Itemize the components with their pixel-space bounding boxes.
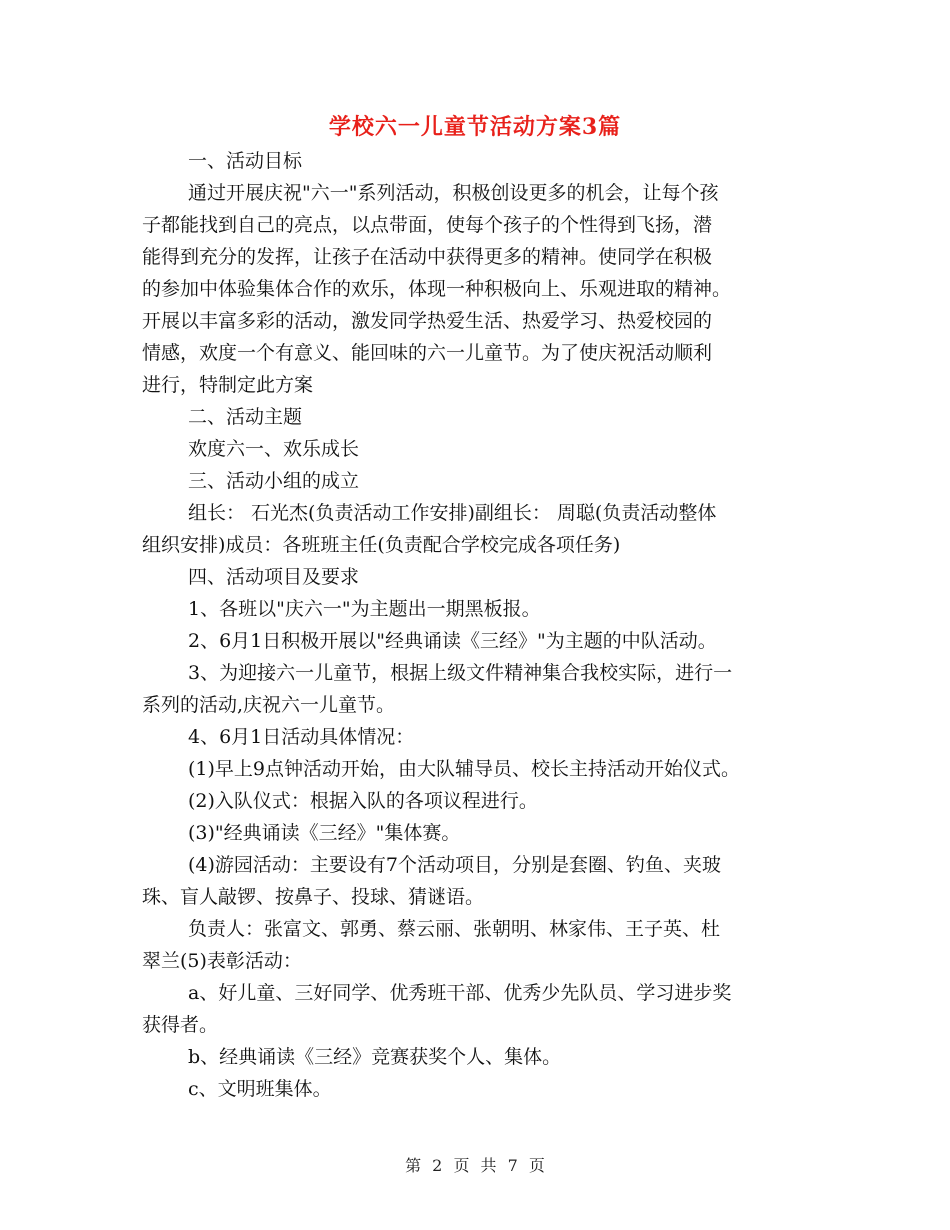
list-item: 1、各班以"庆六一"为主题出一期黑板报。 bbox=[188, 598, 541, 620]
list-item: b、经典诵读《三经》竞赛获奖个人、集体。 bbox=[188, 1046, 562, 1068]
paragraph-line: 进行，特制定此方案 bbox=[142, 374, 314, 396]
paragraph-line: 的参加中体验集体合作的欢乐，体现一种积极向上、乐观进取的精神。 bbox=[142, 278, 732, 300]
list-item: 系列的活动,庆祝六一儿童节。 bbox=[142, 694, 396, 716]
list-item: (3)"经典诵读《三经》"集体赛。 bbox=[188, 822, 461, 844]
paragraph-line: 子都能找到自己的亮点，以点带面，使每个孩子的个性得到飞扬，潜 bbox=[142, 214, 713, 236]
paragraph-line: 开展以丰富多彩的活动，激发同学热爱生活、热爱学习、热爱校园的 bbox=[142, 310, 713, 332]
list-item: 3、为迎接六一儿童节，根据上级文件精神集合我校实际，进行一 bbox=[188, 662, 733, 684]
list-item: (2)入队仪式：根据入队的各项议程进行。 bbox=[188, 790, 538, 812]
paragraph-line: 通过开展庆祝"六一"系列活动，积极创设更多的机会，让每个孩 bbox=[188, 182, 719, 204]
section-heading: 二、活动主题 bbox=[188, 406, 303, 428]
paragraph-line: 组长： 石光杰(负责活动工作安排)副组长： 周聪(负责活动整体 bbox=[188, 502, 717, 524]
document-body bbox=[142, 145, 812, 1105]
list-item: 2、6月1日积极开展以"经典诵读《三经》"为主题的中队活动。 bbox=[188, 630, 717, 652]
paragraph-line: 能得到充分的发挥，让孩子在活动中获得更多的精神。使同学在积极 bbox=[142, 246, 713, 268]
section-heading: 四、活动项目及要求 bbox=[188, 566, 360, 588]
list-item: (1)早上9点钟活动开始，由大队辅导员、校长主持活动开始仪式。 bbox=[188, 758, 741, 780]
list-item: 珠、盲人敲锣、按鼻子、投球、猜谜语。 bbox=[142, 886, 485, 908]
page-number-footer: 第 2 页 共 7 页 bbox=[405, 1156, 545, 1175]
list-item: c、文明班集体。 bbox=[188, 1078, 332, 1100]
paragraph-line: 负责人：张富文、郭勇、蔡云丽、张朝明、林家伟、王子英、杜 bbox=[188, 918, 721, 940]
paragraph-line: 欢度六一、欢乐成长 bbox=[188, 438, 360, 460]
section-heading: 一、活动目标 bbox=[188, 150, 303, 172]
paragraph-line: 组织安排)成员：各班班主任(负责配合学校完成各项任务) bbox=[142, 534, 621, 556]
list-item: 4、6月1日活动具体情况： bbox=[188, 726, 415, 748]
list-item: 获得者。 bbox=[142, 1014, 219, 1036]
paragraph-line: 情感，欢度一个有意义、能回味的六一儿童节。为了使庆祝活动顺利 bbox=[142, 342, 713, 364]
document-title: 学校六一儿童节活动方案3篇 bbox=[328, 114, 622, 140]
paragraph-line: 翠兰(5)表彰活动： bbox=[142, 950, 302, 972]
section-heading: 三、活动小组的成立 bbox=[188, 470, 360, 492]
list-item: (4)游园活动：主要设有7个活动项目，分别是套圈、钓鱼、夹玻 bbox=[188, 854, 722, 876]
list-item: a、好儿童、三好同学、优秀班干部、优秀少先队员、学习进步奖 bbox=[188, 982, 732, 1004]
